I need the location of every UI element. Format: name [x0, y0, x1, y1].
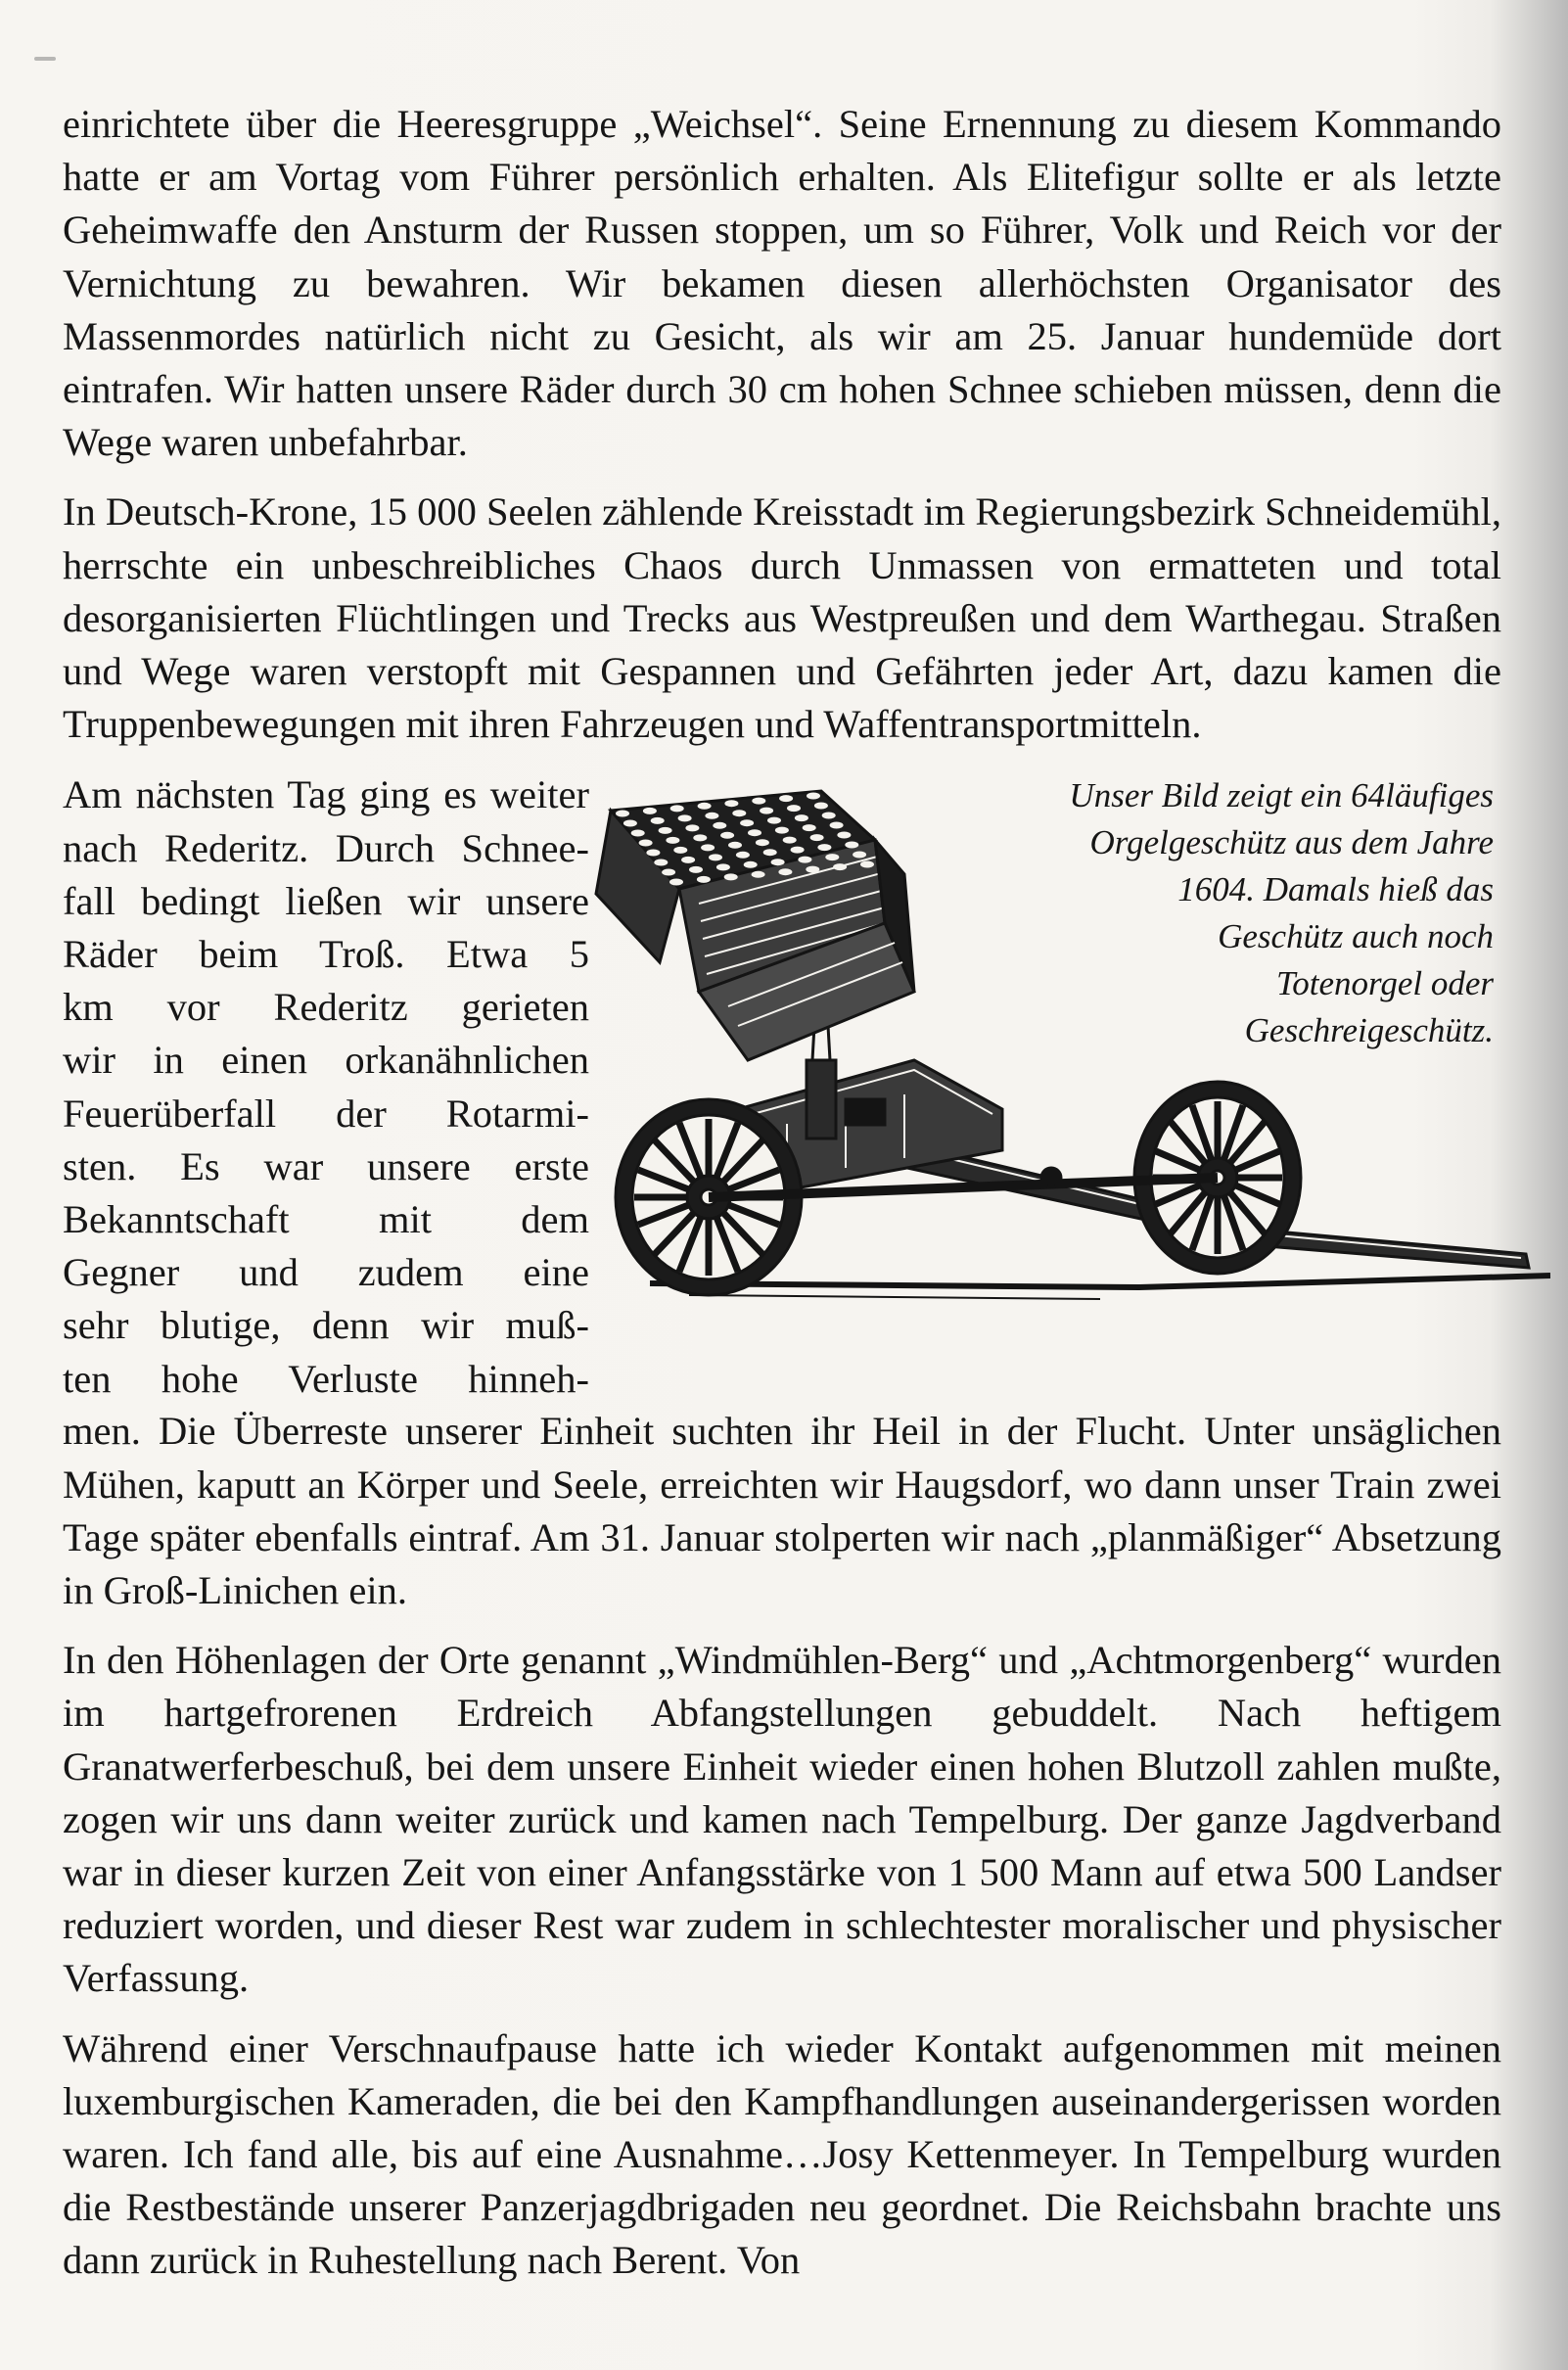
barrel-muzzle — [705, 813, 718, 819]
barrel-muzzle — [662, 869, 675, 876]
wrapped-line: sehr blutige, denn wir muß- — [63, 1303, 589, 1348]
barrel-muzzle — [654, 860, 668, 866]
caption-line: Orgelgeschütz aus dem Jahre — [1089, 823, 1494, 862]
barrel-muzzle — [631, 830, 645, 837]
wrapped-line: Feuerüberfall der Rotarmi- — [63, 1091, 589, 1136]
barrel-muzzle — [779, 796, 793, 803]
barrel-muzzle — [639, 840, 653, 847]
barrel-muzzle — [756, 840, 769, 847]
barrel-muzzle — [685, 825, 699, 832]
barrel-muzzle — [771, 860, 785, 866]
barrel-muzzle — [752, 798, 765, 805]
barrel-muzzle — [783, 837, 797, 844]
barrel-muzzle — [803, 825, 816, 832]
barrel-muzzle — [814, 803, 828, 810]
barrel-muzzle — [681, 857, 695, 863]
barrel-muzzle — [643, 808, 657, 814]
barrel-muzzle — [724, 801, 738, 808]
barrel-muzzle — [651, 817, 665, 824]
barrel-muzzle — [845, 842, 858, 849]
caption-line: 1604. Damals hieß das — [1177, 870, 1494, 909]
barrel-muzzle — [709, 855, 722, 861]
barrel-muzzle — [701, 845, 715, 852]
wrapped-line: Räder beim Troß. Etwa 5 — [63, 932, 589, 977]
barrel-muzzle — [822, 813, 836, 819]
barrel-muzzle — [752, 871, 765, 878]
barrel-muzzle — [740, 820, 754, 827]
barrel-muzzle — [807, 793, 820, 800]
barrel-muzzle — [853, 852, 866, 859]
barrel-muzzle — [767, 817, 781, 824]
barrel-muzzle — [716, 864, 730, 871]
barrel-muzzle — [810, 835, 824, 842]
organ-gun-illustration — [591, 786, 1550, 1334]
figure-section — [63, 768, 1501, 1405]
caption-line: Unser Bild zeigt ein 64läufiges — [1069, 776, 1494, 815]
paragraph-2: In Deutsch-Krone, 15 000 Seelen zählende Kreisstadt im Regierungsbezirk Schneidemühl, herrschte ein unbeschreibliches Chaos durch Unmassen von ermatteten und total desorganisierten Flüchtlingen und Trecks aus Westpreußen und dem Warthegau. Straßen und Wege waren verstopft mit Gespannen und Gefährten jeder Art, dazu kamen die Truppenbewegungen mit ihren Fahrzeugen und Waffentransportmitteln. — [63, 489, 1501, 747]
paragraph-4: In den Höhenlagen der Orte genannt „Windmühlen-Berg“ und „Achtmorgenberg“ wurden im hartgefrorenen Erdreich Abfangstellungen gebuddelt. Nach heftigem Granatwerferbeschuß, bei dem unsere Einheit wieder einen hohen Blutzoll zahlen mußte, zogen wir uns dann weiter zurück und kamen nach Tempelburg. Der ganze Jagdverband war in dieser kurzen Zeit von einer Anfangsstärke von 1 500 Mann auf etwa 500 Landser reduziert worden, und dieser Rest war zudem in schlechtester moralischer und physischer Verfassung. — [63, 1638, 1501, 2001]
barrel-muzzle — [693, 835, 707, 842]
barrel-muzzle — [669, 879, 683, 886]
wrapped-line: km vor Rederitz gerieten — [63, 985, 589, 1030]
wrapped-line: Bekanntschaft mit dem — [63, 1197, 589, 1242]
barrel-muzzle — [616, 811, 629, 817]
barrel-muzzle — [646, 850, 660, 857]
barrel-muzzle — [713, 822, 726, 829]
barrel-muzzle — [659, 827, 672, 834]
wrapped-line: Am nächsten Tag ging es weiter — [63, 772, 589, 817]
wrapped-line: sten. Es war unsere erste — [63, 1143, 589, 1188]
barrel-muzzle — [837, 832, 851, 839]
paragraph-5: Während einer Verschnaufpause hatte ich wieder Kontakt aufgenommen mit meinen luxemburgischen Kameraden, die bei den Kampfhandlungen auseinandergerissen worden waren. Ich fand alle, bis auf eine Ausnahme…Josy Kettenmeyer. In Tempelburg wurden die Restbestände unserer Panzerjagdbrigaden neu geordnet. Die Reichsbahn brachte uns dann zurück in Ruhestellung nach Berent. Von — [63, 2025, 1501, 2283]
paragraph-1: einrichtete über die Heeresgruppe „Weichsel“. Seine Ernennung zu diesem Kommando hatte er am Vortag vom Führer persönlich erhalten. Als Elitefigur sollte er als letzte Geheimwaffe den Ansturm der Russen stoppen, um so Führer, Volk und Reich vor der Vernichtung zu bewahren. Wir bekamen diesen allerhöchsten Organisator des Massenmordes natürlich nicht zu Gesicht, als wir am 25. Januar hundemüde dort eintrafen. Wir hatten unsere Räder durch 30 cm hohen Schnee schieben müssen, denn die Wege waren unbefahrbar. — [63, 102, 1501, 465]
barrel-muzzle — [798, 857, 811, 863]
barrel-muzzle — [666, 837, 679, 844]
wrapped-line: ten hohe Verluste hinneh- — [63, 1356, 589, 1401]
barrel-muzzle — [697, 876, 711, 883]
wrapped-text-column — [63, 768, 589, 1405]
barrel-muzzle — [720, 832, 734, 839]
barrel-muzzle — [748, 830, 761, 837]
paragraph-3: men. Die Überreste unserer Einheit suchten ihr Heil in der Flucht. Unter unsäglichen Mühen, kaputt an Körper und Seele, erreichten wir Haugsdorf, wo dann unser Train zwei Tage später ebenfalls eintraf. Am 31. Januar stolperten wir nach „planmäßiger“ Absetzung in Groß-Linichen ein. — [63, 1409, 1501, 1613]
barrel-muzzle — [760, 808, 773, 814]
barrel-muzzle — [698, 803, 712, 810]
barrel-muzzle — [763, 850, 777, 857]
barrel-muzzle — [728, 842, 742, 849]
scan-smudge — [34, 57, 56, 61]
barrel-muzzle — [775, 827, 789, 834]
wrapped-line: wir in einen orkanähnlichen — [63, 1038, 589, 1083]
barrel-muzzle — [689, 866, 703, 873]
wrapped-line: Gegner und zudem eine — [63, 1250, 589, 1295]
barrel-muzzle — [860, 861, 874, 868]
barrel-muzzle — [778, 869, 792, 876]
caption-line: Geschütz auch noch — [1218, 917, 1494, 956]
wrapped-line: nach Rederitz. Durch Schnee- — [63, 825, 589, 870]
barrel-muzzle — [678, 815, 692, 822]
barrel-muzzle — [670, 806, 684, 813]
barrel-muzzle — [623, 820, 637, 827]
barrel-muzzle — [817, 845, 831, 852]
book-page — [63, 98, 1501, 2304]
barrel-muzzle — [724, 874, 738, 881]
wrapped-line: fall bedingt ließen wir unsere — [63, 878, 589, 923]
caption-line: Totenorgel oder — [1276, 964, 1494, 1003]
barrel-muzzle — [673, 847, 687, 854]
barrel-muzzle — [736, 852, 750, 859]
barrel-muzzle — [791, 847, 805, 854]
caption-line: Geschreigeschütz. — [1244, 1011, 1494, 1050]
barrel-muzzle — [744, 861, 758, 868]
barrel-muzzle — [732, 811, 746, 817]
barrel-muzzle — [787, 806, 801, 813]
barrel-muzzle — [825, 855, 839, 861]
barrel-muzzle — [830, 822, 844, 829]
barrel-muzzle — [795, 815, 808, 822]
